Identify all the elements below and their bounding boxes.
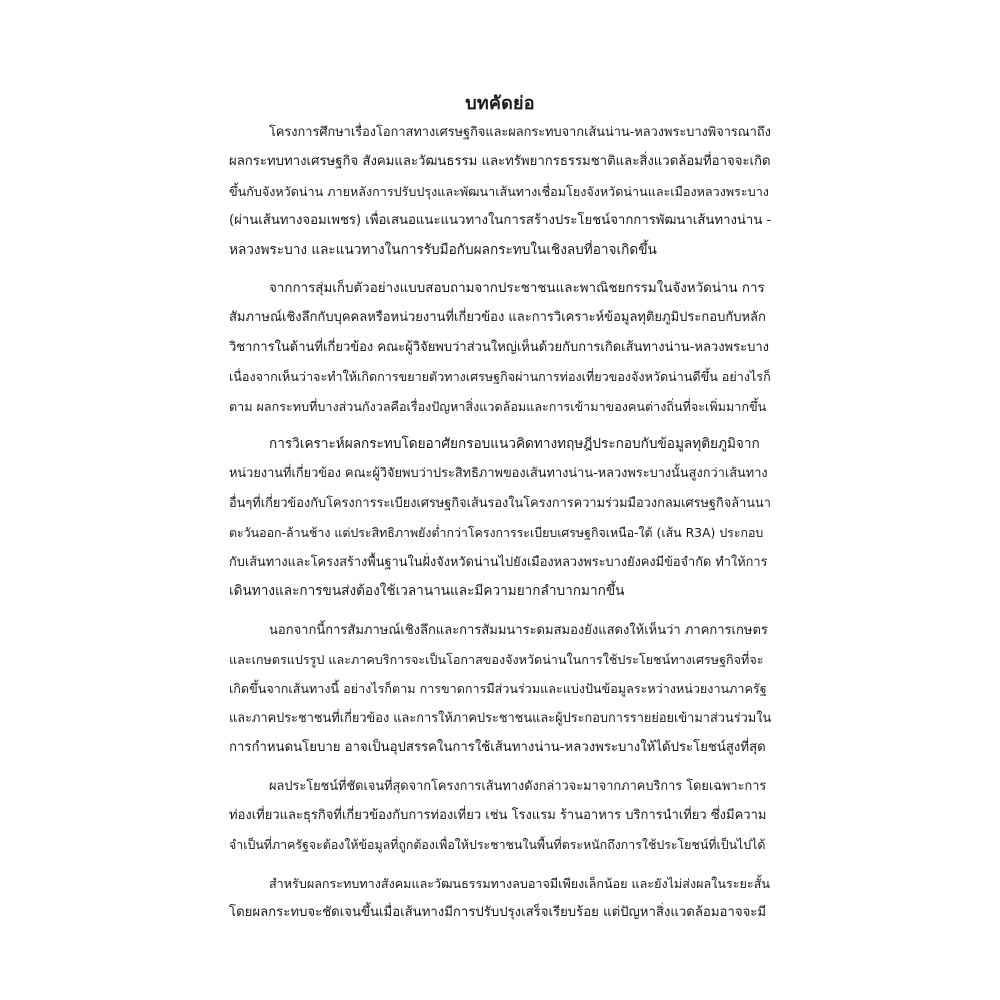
text-line: นอกจากนี้การสัมภาษณ์เชิงลึกและการสัมมนาระดมสมองยังแสดงให้เห็นว่า ภาคการเกษตร — [269, 622, 768, 638]
text-line: สำหรับผลกระทบทางสังคมและวัฒนธรรมทางลบอาจมีเพียงเล็กน้อย และยังไม่ส่งผลในระยะสั้น — [269, 875, 770, 891]
text-line: วิชาการในด้านที่เกี่ยวข้อง คณะผู้วิจัยพบว่าส่วนใหญ่เห็นด้วยกับการเกิดเส้นทางน่าน-หลวงพระบาง — [229, 339, 769, 355]
text-line: การวิเคราะห์ผลกระทบโดยอาศัยกรอบแนวคิดทางทฤษฎีประกอบกับข้อมูลทุติยภูมิจาก — [269, 436, 760, 453]
text-line: (ผ่านเส้นทางจอมเพชร) เพื่อเสนอแนะแนวทางในการสร้างประโยชน์จากการพัฒนาเส้นทางน่าน - — [229, 213, 771, 229]
text-line: โครงการศึกษาเรื่องโอกาสทางเศรษฐกิจและผลกระทบจากเส้นน่าน-หลวงพระบางพิจารณาถึง — [269, 125, 771, 140]
text-line: การกำหนดนโยบาย อาจเป็นอุปสรรคในการใช้เส้นทางน่าน-หลวงพระบางให้ได้ประโยชน์สูงที่สุด — [229, 740, 766, 756]
text-line: ตาม ผลกระทบที่บางส่วนกังวลคือเรื่องปัญหาสิ่งแวดล้อมและการเข้ามาของคนต่างถิ่นที่จะเพิ่มมากขึ้น — [229, 398, 767, 414]
abstract-paragraph — [229, 430, 771, 606]
text-line: จำเป็นที่ภาครัฐจะต้องให้ข้อมูลที่ถูกต้องเพื่อให้ประชาชนในพื้นที่ตระหนักถึงการใช้ประโยชน์ที่เป็นไปได้ — [229, 837, 766, 853]
text-line: เนื่องจากเห็นว่าจะทำให้เกิดการขยายตัวทางเศรษฐกิจผ่านการท่องเที่ยวของจังหวัดน่านดีขึ้น อย่างไรก็ — [229, 369, 771, 385]
text-line: โดยผลกระทบจะชัดเจนขึ้นเมื่อเส้นทางมีการปรับปรุงเสร็จเรียบร้อย แต่ปัญหาสิ่งแวดล้อมอาจจะมี — [229, 905, 767, 921]
document-body — [229, 118, 771, 937]
text-line: เดินทางและการขนส่งต้องใช้เวลานานและมีความยากลำบากมากขึ้น — [229, 583, 625, 600]
abstract-paragraph — [229, 772, 771, 860]
text-line: และภาคประชาชนที่เกี่ยวข้อง และการให้ภาคประชาชนและผู้ประกอบการรายย่อยเข้ามาส่วนร่วมใน — [229, 710, 771, 726]
abstract-paragraph — [229, 118, 771, 265]
abstract-paragraph — [229, 869, 771, 928]
abstract-paragraph — [229, 616, 771, 763]
text-line: ผลประโยชน์ที่ชัดเจนที่สุดจากโครงการเส้นทางดังกล่าวจะมาจากภาคบริการ โดยเฉพาะการ — [269, 778, 767, 794]
text-line: ตะวันออก-ล้านช้าง แต่ประสิทธิภาพยังต่ำกว่าโครงการระเบียบเศรษฐกิจเหนือ-ใต้ (เส้น R3A) ประกอบ — [229, 525, 764, 541]
text-line: หลวงพระบาง และแนวทางในการรับมือกับผลกระทบในเชิงลบที่อาจเกิดขึ้น — [229, 241, 657, 258]
text-line: หน่วยงานที่เกี่ยวข้อง คณะผู้วิจัยพบว่าประสิทธิภาพของเส้นทางน่าน-หลวงพระบางนั้นสูงกว่าเส้นทาง — [229, 466, 768, 482]
text-line: และเกษตรแปรรูป และภาคบริการจะเป็นโอกาสของจังหวัดน่านในการใช้ประโยชน์ทางเศรษฐกิจที่จะ — [229, 651, 764, 667]
text-line: อื่นๆที่เกี่ยวข้องกับโครงการระเบียงเศรษฐกิจเส้นรองในโครงการความร่วมมือวงกลมเศรษฐกิจล้านนา — [229, 495, 771, 511]
document-title: บทคัดย่อ — [465, 93, 535, 114]
text-line: ผลกระทบทางเศรษฐกิจ สังคมและวัฒนธรรม และทรัพยากรธรรมชาติและสิ่งแวดล้อมที่อาจจะเกิด — [229, 154, 771, 170]
text-line: เกิดขึ้นจากเส้นทางนี้ อย่างไรก็ตาม การขาดการมีส่วนร่วมและแบ่งปันข้อมูลระหว่างหน่วยงานภาครัฐ — [229, 681, 767, 697]
text-line: กับเส้นทางและโครงสร้างพื้นฐานในฝั่งจังหวัดน่านไปยังเมืองหลวงพระบางยังคงมีข้อจำกัด ทำให้การ — [229, 554, 768, 570]
text-line: สัมภาษณ์เชิงลึกกับบุคคลหรือหน่วยงานที่เกี่ยวข้อง และการวิเคราะห์ข้อมูลทุติยภูมิประกอบกับหลัก — [229, 310, 766, 326]
text-line: ขึ้นกับจังหวัดน่าน ภายหลังการปรับปรุงและพัฒนาเส้นทางเชื่อมโยงจังหวัดน่านและเมืองหลวงพระบาง — [229, 183, 769, 199]
text-line: จากการสุ่มเก็บตัวอย่างแบบสอบถามจากประชาชนและพาณิชยกรรมในจังหวัดน่าน การ — [269, 281, 765, 297]
abstract-paragraph — [229, 274, 771, 421]
text-line: ท่องเที่ยวและธุรกิจที่เกี่ยวข้องกับการท่องเที่ยว เช่น โรงแรม ร้านอาหาร บริการนำเที่ยว ซึ่งมีความ — [229, 807, 767, 823]
